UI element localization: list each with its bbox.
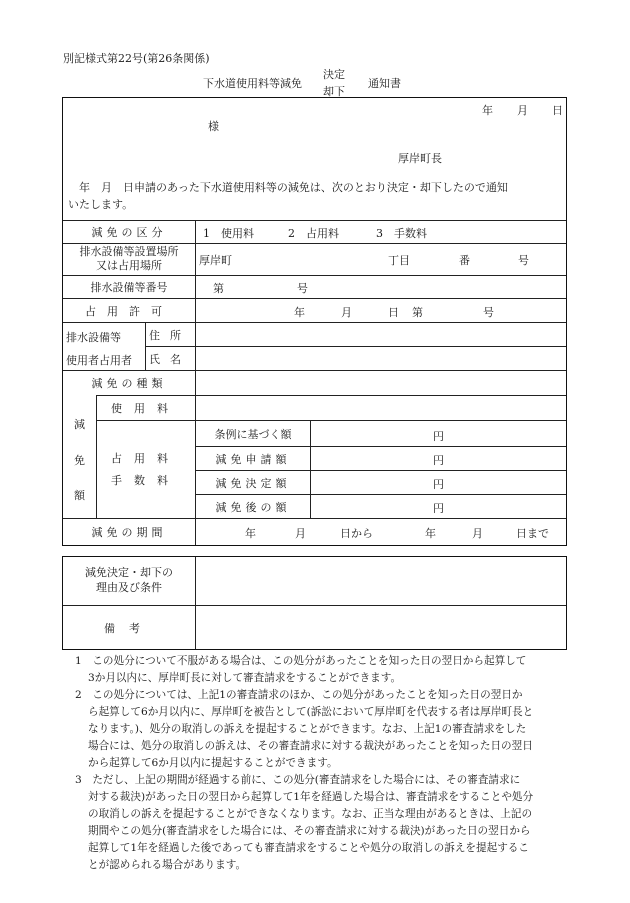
amount-group-char1: 減 <box>74 418 85 431</box>
grid-line <box>310 420 311 518</box>
note-3-line: の取消しの訴えを提起することができなくなります。なお、正当な理由があるときは、上記の <box>88 808 533 820</box>
note-2-line: 2 この処分については、上記1の審査請求のほか、この処分があったことを知った日の翌日か <box>75 689 523 701</box>
form-number: 別記様式第22号(第26条関係) <box>63 52 210 65</box>
note-2-line: から起算して6か月以内に提起することができます。 <box>88 757 338 769</box>
period-from: 日から <box>340 527 373 540</box>
usage-fee-label: 使用料 <box>111 402 180 415</box>
user-label-line2: 使用者占用者 <box>66 354 132 367</box>
note-2-line: なります。)、処分の取消しの訴えを提起することができます。なお、上記1の審査請求をした <box>88 723 527 735</box>
note-3-line: 期間やこの処分(審査請求をした場合には、その審査請求に対する裁決)があった日の翌日から <box>88 825 531 837</box>
number-dai: 第 <box>213 282 224 295</box>
permit-month: 月 <box>341 306 352 319</box>
period-month-end: 月 <box>472 527 483 540</box>
category-label: 減免の区分 <box>91 226 167 239</box>
permit-year: 年 <box>294 306 305 319</box>
grid-line <box>145 346 566 347</box>
note-3-line: とが認められる場合があります。 <box>88 859 247 871</box>
location-go: 号 <box>518 254 529 267</box>
yen-unit: 円 <box>433 430 444 443</box>
name-label: 氏名 <box>149 352 191 366</box>
note-3-line: 3 ただし、上記の期間が経過する前に、この処分(審査請求をした場合には、その審査請求に <box>75 774 521 786</box>
grid-line <box>63 243 566 244</box>
amount-decided-label: 減免決定額 <box>215 476 291 490</box>
remarks-label: 備考 <box>104 621 154 635</box>
category-option-usage: 1 使用料 <box>203 227 254 240</box>
note-3 <box>75 772 533 874</box>
yen-unit: 円 <box>433 478 444 491</box>
grid-line <box>96 420 566 421</box>
note-2-line: 場合には、処分の取消しの訴えは、その審査請求に対する裁決があったことを知った日の翌日 <box>88 740 533 752</box>
amount-applied-label: 減免申請額 <box>215 452 291 466</box>
number-label: 排水設備等番号 <box>90 281 168 294</box>
number-go: 号 <box>297 282 308 295</box>
period-year-end: 年 <box>425 527 436 540</box>
kind-label: 減免の種類 <box>91 377 167 390</box>
location-chome: 丁目 <box>388 254 410 267</box>
note-2 <box>75 687 533 772</box>
location-label-line1: 排水設備等設置場所 <box>79 245 179 258</box>
yen-unit: 円 <box>433 454 444 467</box>
grid-line <box>195 557 196 649</box>
location-ban: 番 <box>459 254 470 267</box>
date-month: 月 <box>517 104 528 117</box>
user-label-line1: 排水設備等 <box>66 331 121 344</box>
title-option-decision: 決定 <box>323 68 345 81</box>
date-year: 年 <box>482 104 493 117</box>
intro-text-line2: いたします。 <box>68 198 134 211</box>
title-suffix: 通知書 <box>368 77 401 90</box>
note-2-line: ら起算して6か月以内に、厚岸町を被告として(訴訟において厚岸町を代表する者は厚岸町長と <box>88 706 534 718</box>
grid-line <box>63 322 566 323</box>
address-label: 住所 <box>149 328 191 342</box>
permit-dai: 第 <box>412 306 423 319</box>
note-3-line: 起算して1年を経過した後であっても審査請求をすることや処分の取消しの訴えを提起するこ <box>88 842 529 854</box>
amount-group-char3: 額 <box>74 489 85 502</box>
note-1-line: 1 この処分について不服がある場合は、この処分があったことを知った日の翌日から起算して <box>75 655 527 667</box>
permit-day: 日 <box>388 306 399 319</box>
intro-text-line1: 年 月 日申請のあった下水道使用料等の減免は、次のとおり決定・却下したので通知 <box>79 181 508 194</box>
category-option-occupancy: 2 占用料 <box>288 227 339 240</box>
addressee: 様 <box>208 120 219 133</box>
issuer: 厚岸町長 <box>398 152 442 165</box>
amount-ordinance-label: 条例に基づく額 <box>214 427 292 441</box>
note-3-line: 対する裁決)があった日の翌日から起算して1年を経過した場合は、審査請求をすることや処分 <box>88 791 534 803</box>
amount-after-label: 減免後の額 <box>215 500 291 514</box>
handling-fee-label: 手数料 <box>111 474 180 487</box>
location-label-line2: 又は占用場所 <box>96 259 162 272</box>
reason-label-line2: 理由及び条件 <box>96 581 162 594</box>
permit-label: 占用許可 <box>85 304 173 318</box>
permit-go: 号 <box>483 306 494 319</box>
period-month-start: 月 <box>295 527 306 540</box>
reason-label-line1: 減免決定・却下の <box>85 566 173 579</box>
occupancy-fee-label: 占用料 <box>111 452 180 465</box>
location-town: 厚岸町 <box>199 254 232 267</box>
note-1 <box>75 653 526 687</box>
location-label <box>63 245 195 273</box>
yen-unit: 円 <box>433 502 444 515</box>
period-to: 日まで <box>516 527 549 540</box>
amount-group-char2: 免 <box>74 454 85 467</box>
date-day: 日 <box>552 104 563 117</box>
period-label: 減免の期間 <box>91 526 167 539</box>
title-prefix: 下水道使用料等減免 <box>203 77 302 90</box>
note-1-line: 3か月以内に、厚岸町長に対して審査請求をすることができます。 <box>88 672 402 684</box>
title-option-reject: 却下 <box>323 85 345 98</box>
category-option-fee: 3 手数料 <box>376 227 427 240</box>
period-year-start: 年 <box>245 527 256 540</box>
reason-label <box>63 565 195 595</box>
